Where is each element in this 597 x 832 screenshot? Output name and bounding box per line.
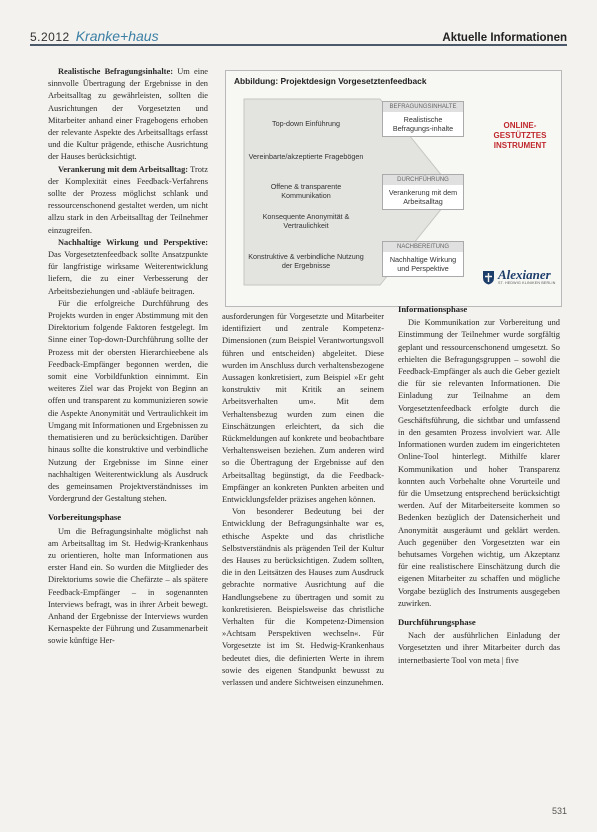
page-number: 531 bbox=[551, 806, 567, 816]
paragraph-text: ausforderungen für Vorgesetzte und Mitarbeiter identifiziert und zentrale Kompetenz-Dimensionen (zum Beispiel Verantwortungsvoll führen und entscheiden) abgeleitet. Diese wurden im Anschluss durch verhaltensbezogene Aussagen konkretisiert, zum Beispiel »Er geht konstruktiv mit Kritik an seinem Arbeitsverhalten um«. Mit dem Verhaltensbezug wurden zum einen die Einschätzungen erleichtert, da sich die Rückmeldungen auf konkrete und beobachtbare Verhaltensweisen beziehen. Zum anderen wird so die Übertragung der Ergebnisse auf den Arbeitsalltag begünstigt, da die Feedback-Empfänger an konkreten Punkten arbeiten und Entwicklungsfelder präzises angehen können. bbox=[222, 312, 384, 505]
logo-subtitle: ST. HEDWIG KLINIKEN BERLIN bbox=[498, 281, 556, 285]
paragraph bbox=[48, 66, 208, 164]
magazine-logo: Kranke+haus bbox=[75, 28, 159, 44]
paragraph bbox=[222, 506, 384, 689]
paragraph-text: Um eine sinnvolle Übertragung der Ergebnisse in den Arbeitsalltag zu gewährleisten, sollten die Ausrichtungen der Vorgesetzten und Mitarbeiter anhand einer Fragebogens erhoben der relevante Aspekte des Arbeitsalltags erfasst und die Kultur prägende, ethische Ausrichtung der Hauses berücksichtigt. bbox=[48, 67, 208, 162]
crest-icon bbox=[482, 270, 495, 285]
subheading: Vorbereitungsphase bbox=[48, 512, 122, 523]
section-title: Aktuelle Informationen bbox=[442, 32, 567, 44]
header-left bbox=[30, 28, 159, 44]
paragraph-lead: Realistische Befragungsinhalte: bbox=[58, 67, 173, 76]
subheading: Informationsphase bbox=[398, 304, 468, 314]
paragraph-text: Die Kommunikation zur Vorbereitung und Einstimmung der Teilnehmer wurde sorgfältig geplant und ressourcenschonend umgesetzt. So erhielten die Befragungsgruppen – sowohl die Feedback-Empfänger als auch die Geber gezielt die für sie relevanten Informationen. Die Einladung zur Teilnahme an dem Vorgesetztenfeedback erfolgte durch die Geschäftsführung, die sichtbar und umfassend in den gesamten Prozess involviert war. Alle Informationen wurden zudem im eingerichteten Online-Tool hinterlegt. Mithilfe klarer Kommunikation und hoher Transparenz konnten auch Vorbehalte ohne Vorurteile und für die Umsetzung entsprechend berücksichtigt werden. Auf der Mitarbeiterseite kommen so Bedenken bezüglich der Datensicherheit und Anonymität ausgeräumt und geklärt werden. Auch gegenüber den Vorgesetzten war ein behutsames Vorgehen wichtig, um Akzeptanz für eine realistischere Einschätzung durch die eigenen Mitarbeiter zu schaffen und mögliche Vorgabe bezüglich des Instruments ausgegeben zuwirken. bbox=[398, 318, 560, 608]
phase-box-body: Verankerung mit dem Arbeitsalltag bbox=[388, 188, 458, 206]
text-column-3 bbox=[398, 297, 560, 667]
paragraph-text: Von besonderer Bedeutung bei der Entwicklung der Befragungsinhalte war es, ethische Aspekte und das christliche Selbstverständnis als prägenden Teil der Kultur des Hauses zu berücksichtigen. Zudem sollten, die in den Leitsätzen des Hauses zum Ausdruck gebrachte normative Ausrichtung auf die Handlungsebene zu übertragen und somit zu konkretisieren. Beispielsweise das christliche Verhalten für die Kompetenz-Dimension »Achtsam Perspektiven wechseln«. Für Vorgesetzte ist im St. Hedwig-Krankenhaus bedeutet dies, die definierten Werte in ihrem sowie des eigenen Standpunkt bewusst zu verlassen und andere Sichtweisen einzunehmen. bbox=[222, 507, 384, 688]
paragraph-lead: Nachhaltige Wirkung und Perspektive: bbox=[58, 237, 208, 247]
phase-box bbox=[382, 101, 464, 137]
phase-box bbox=[382, 241, 464, 277]
paragraph-text: Nach der ausführlichen Einladung der Vorgesetzten und ihrer Mitarbeiter durch das internetbasierte Tool von meta | five bbox=[398, 631, 560, 665]
online-instrument-label bbox=[488, 121, 552, 151]
text-column-2 bbox=[222, 311, 384, 689]
alexianer-logo bbox=[482, 269, 560, 285]
paragraph-text: Trotz der Komplexität eines Feedback-Verfahrens sollte der Prozess möglichst schlank und ressourcenschonend gestaltet werden, um nicht allzu stark in den Arbeitsalltag der Teilnehmer einzugreifen. bbox=[48, 164, 208, 235]
text-column-1 bbox=[48, 66, 208, 648]
paragraph bbox=[48, 298, 208, 505]
arrow-item: Konstruktive & verbindliche Nutzung der Ergebnisse bbox=[248, 252, 364, 270]
phase-box-body: Realistische Befragungs-inhalte bbox=[392, 115, 454, 133]
paragraph-text: Für die erfolgreiche Durchführung des Projekts wurden in enger Abstimmung mit den Direktorium folgende Faktoren festgelegt. Im Sinne einer Top-down-Durchführung sollte der Prozess mit der obersten Hierarchieebene als Feedback-Empfänger begonnen werden, die somit eine Vorbildfunktion einnimmt. Ein weiteres Ziel war das Projekt von Beginn an offen und transparent zu kommunizieren sowie die Aspekte Anonymität und Vertraulichkeit im Umgang mit Informationen und Ergebnissen zu thematisieren und zu berücksichtigen. Darüber hinaus sollte die konstruktive und verbindliche Nutzung der Ergebnisse im Sinne einer nachhaltigen Weiterentwicklung als Ausdruck des gemeinsamen Projektverständnisses im Vordergrund der Gestaltung stehen. bbox=[48, 298, 208, 504]
logo-text bbox=[498, 269, 556, 285]
paragraph bbox=[398, 630, 560, 667]
paragraph bbox=[48, 526, 208, 648]
online-instrument-text: ONLINE-GESTÜTZTES INSTRUMENT bbox=[493, 121, 547, 150]
paragraph bbox=[48, 164, 208, 237]
phase-box-header: DURCHFÜHRUNG bbox=[383, 175, 463, 185]
arrow-item: Offene & transparente Kommunikation bbox=[270, 182, 342, 200]
page-header bbox=[30, 22, 567, 46]
phase-box-body: Nachhaltige Wirkung und Perspektive bbox=[389, 255, 457, 273]
arrow-item: Vereinbarte/akzeptierte Fragebögen bbox=[248, 152, 364, 161]
paragraph bbox=[222, 311, 384, 506]
phase-box bbox=[382, 174, 464, 210]
figure-title: Abbildung: Projektdesign Vorgesetztenfeedback bbox=[234, 76, 427, 86]
phase-box-header: BEFRAGUNGSINHALTE bbox=[383, 102, 463, 112]
paragraph-lead: Verankerung mit dem Arbeitsalltag: bbox=[58, 164, 189, 174]
paragraph bbox=[48, 237, 208, 298]
issue-number: 5.2012 bbox=[30, 30, 70, 44]
figure-project-design bbox=[225, 70, 562, 307]
paragraph-text: Das Vorgesetztenfeedback sollte Ansatzpunkte für langfristige wirksame Weiterentwicklung liefern, die zu einer Verbesserung der Arbeitsbeziehungen und -abläufe beitragen. bbox=[48, 250, 208, 296]
paragraph-text: Um die Befragungsinhalte möglichst nah am Arbeitsalltag im St. Hedwig-Krankenhaus zu orientieren, holte man Informationen aus erster Hand ein. So wurden die Mitglieder des Direktoriums sowie die Chefärzte – als spätere Feedback-Empfänger – in sogenannten Interviews befragt, was in ihrer Arbeit bewegt. Anhand der Ergebnisse der Interviews wurden Kernaspekte der Führung und Zusammenarbeit sowie künftige Her- bbox=[48, 526, 208, 646]
phase-box-header: NACHBEREITUNG bbox=[383, 242, 463, 252]
paragraph bbox=[398, 317, 560, 610]
logo-name: Alexianer bbox=[498, 267, 551, 282]
arrow-item: Top-down Einführung bbox=[272, 119, 340, 128]
arrow-item: Konsequente Anonymität & Vertraulichkeit bbox=[262, 212, 350, 230]
subheading: Durchführungsphase bbox=[398, 617, 476, 628]
